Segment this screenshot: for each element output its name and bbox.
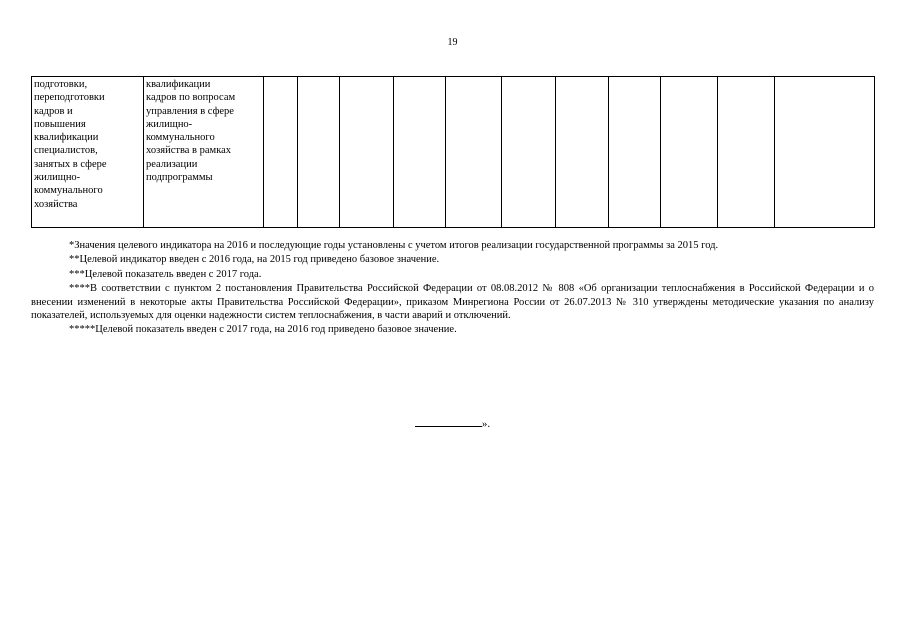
table-cell-event-name bbox=[32, 77, 144, 228]
cell-line: кадров по вопросам bbox=[146, 92, 236, 104]
table-cell-empty bbox=[661, 77, 718, 228]
table-row bbox=[32, 77, 875, 228]
cell-line: коммунального bbox=[34, 185, 103, 197]
table-cell-empty bbox=[298, 77, 340, 228]
page-number: 19 bbox=[447, 37, 458, 48]
cell-line: занятых в сфере bbox=[34, 158, 107, 170]
closing-mark bbox=[0, 415, 905, 430]
table-cell-empty bbox=[556, 77, 609, 228]
cell-line: подпрограммы bbox=[146, 172, 213, 184]
table-cell-empty bbox=[264, 77, 298, 228]
cell-line: жилищно- bbox=[146, 118, 193, 130]
cell-line: управления в сфере bbox=[146, 105, 234, 117]
cell-line: хозяйства bbox=[34, 198, 78, 210]
table-cell-empty bbox=[394, 77, 446, 228]
table-cell-indicator bbox=[144, 77, 264, 228]
table-cell-empty bbox=[502, 77, 556, 228]
cell-line: коммунального bbox=[146, 132, 215, 144]
cell-line: квалификации bbox=[146, 79, 211, 90]
footnote-3: ***Целевой показатель введен с 2017 года. bbox=[69, 268, 262, 280]
footnote-4: ****В соответствии с пунктом 2 постановления Правительства Российской Федерации от 08.08.2012 № 808 «Об организации теплоснабжения в Российской Федерации и о внесении изменений в некоторые акты Правительства Российской Федерации», приказом Минрегиона России от 26.07.2013 № 310 утверждены методические указания по анализу показателей, используемых для оценки надежности систем теплоснабжения, в части аварий и отключений. bbox=[31, 283, 874, 322]
cell-line: квалификации bbox=[34, 132, 99, 144]
table-cell-empty bbox=[446, 77, 502, 228]
cell-line: хозяйства в рамках bbox=[146, 145, 232, 157]
footnote-2: **Целевой индикатор введен с 2016 года, на 2015 год приведено базовое значение. bbox=[69, 254, 440, 266]
blank-underline bbox=[415, 415, 482, 427]
cell-line: жилищно- bbox=[34, 172, 81, 184]
footnotes bbox=[31, 239, 874, 338]
closing-quote: ». bbox=[481, 418, 491, 430]
table-cell-empty bbox=[340, 77, 394, 228]
table-cell-empty bbox=[718, 77, 775, 228]
cell-line: переподготовки bbox=[34, 92, 105, 104]
table-cell-empty bbox=[775, 77, 875, 228]
cell-line: специалистов, bbox=[34, 145, 98, 157]
cell-line: подготовки, bbox=[34, 79, 88, 90]
cell-line: реализации bbox=[146, 158, 198, 170]
footnote-5: *****Целевой показатель введен с 2017 года, на 2016 год приведено базовое значение. bbox=[69, 324, 457, 336]
footnote-1: *Значения целевого индикатора на 2016 и последующие годы установлены с учетом итогов реализации государственной программы за 2015 год. bbox=[69, 240, 719, 251]
continuation-table bbox=[31, 76, 875, 228]
cell-line: повышения bbox=[34, 118, 86, 130]
table-cell-empty bbox=[609, 77, 661, 228]
cell-line: кадров и bbox=[34, 105, 73, 117]
